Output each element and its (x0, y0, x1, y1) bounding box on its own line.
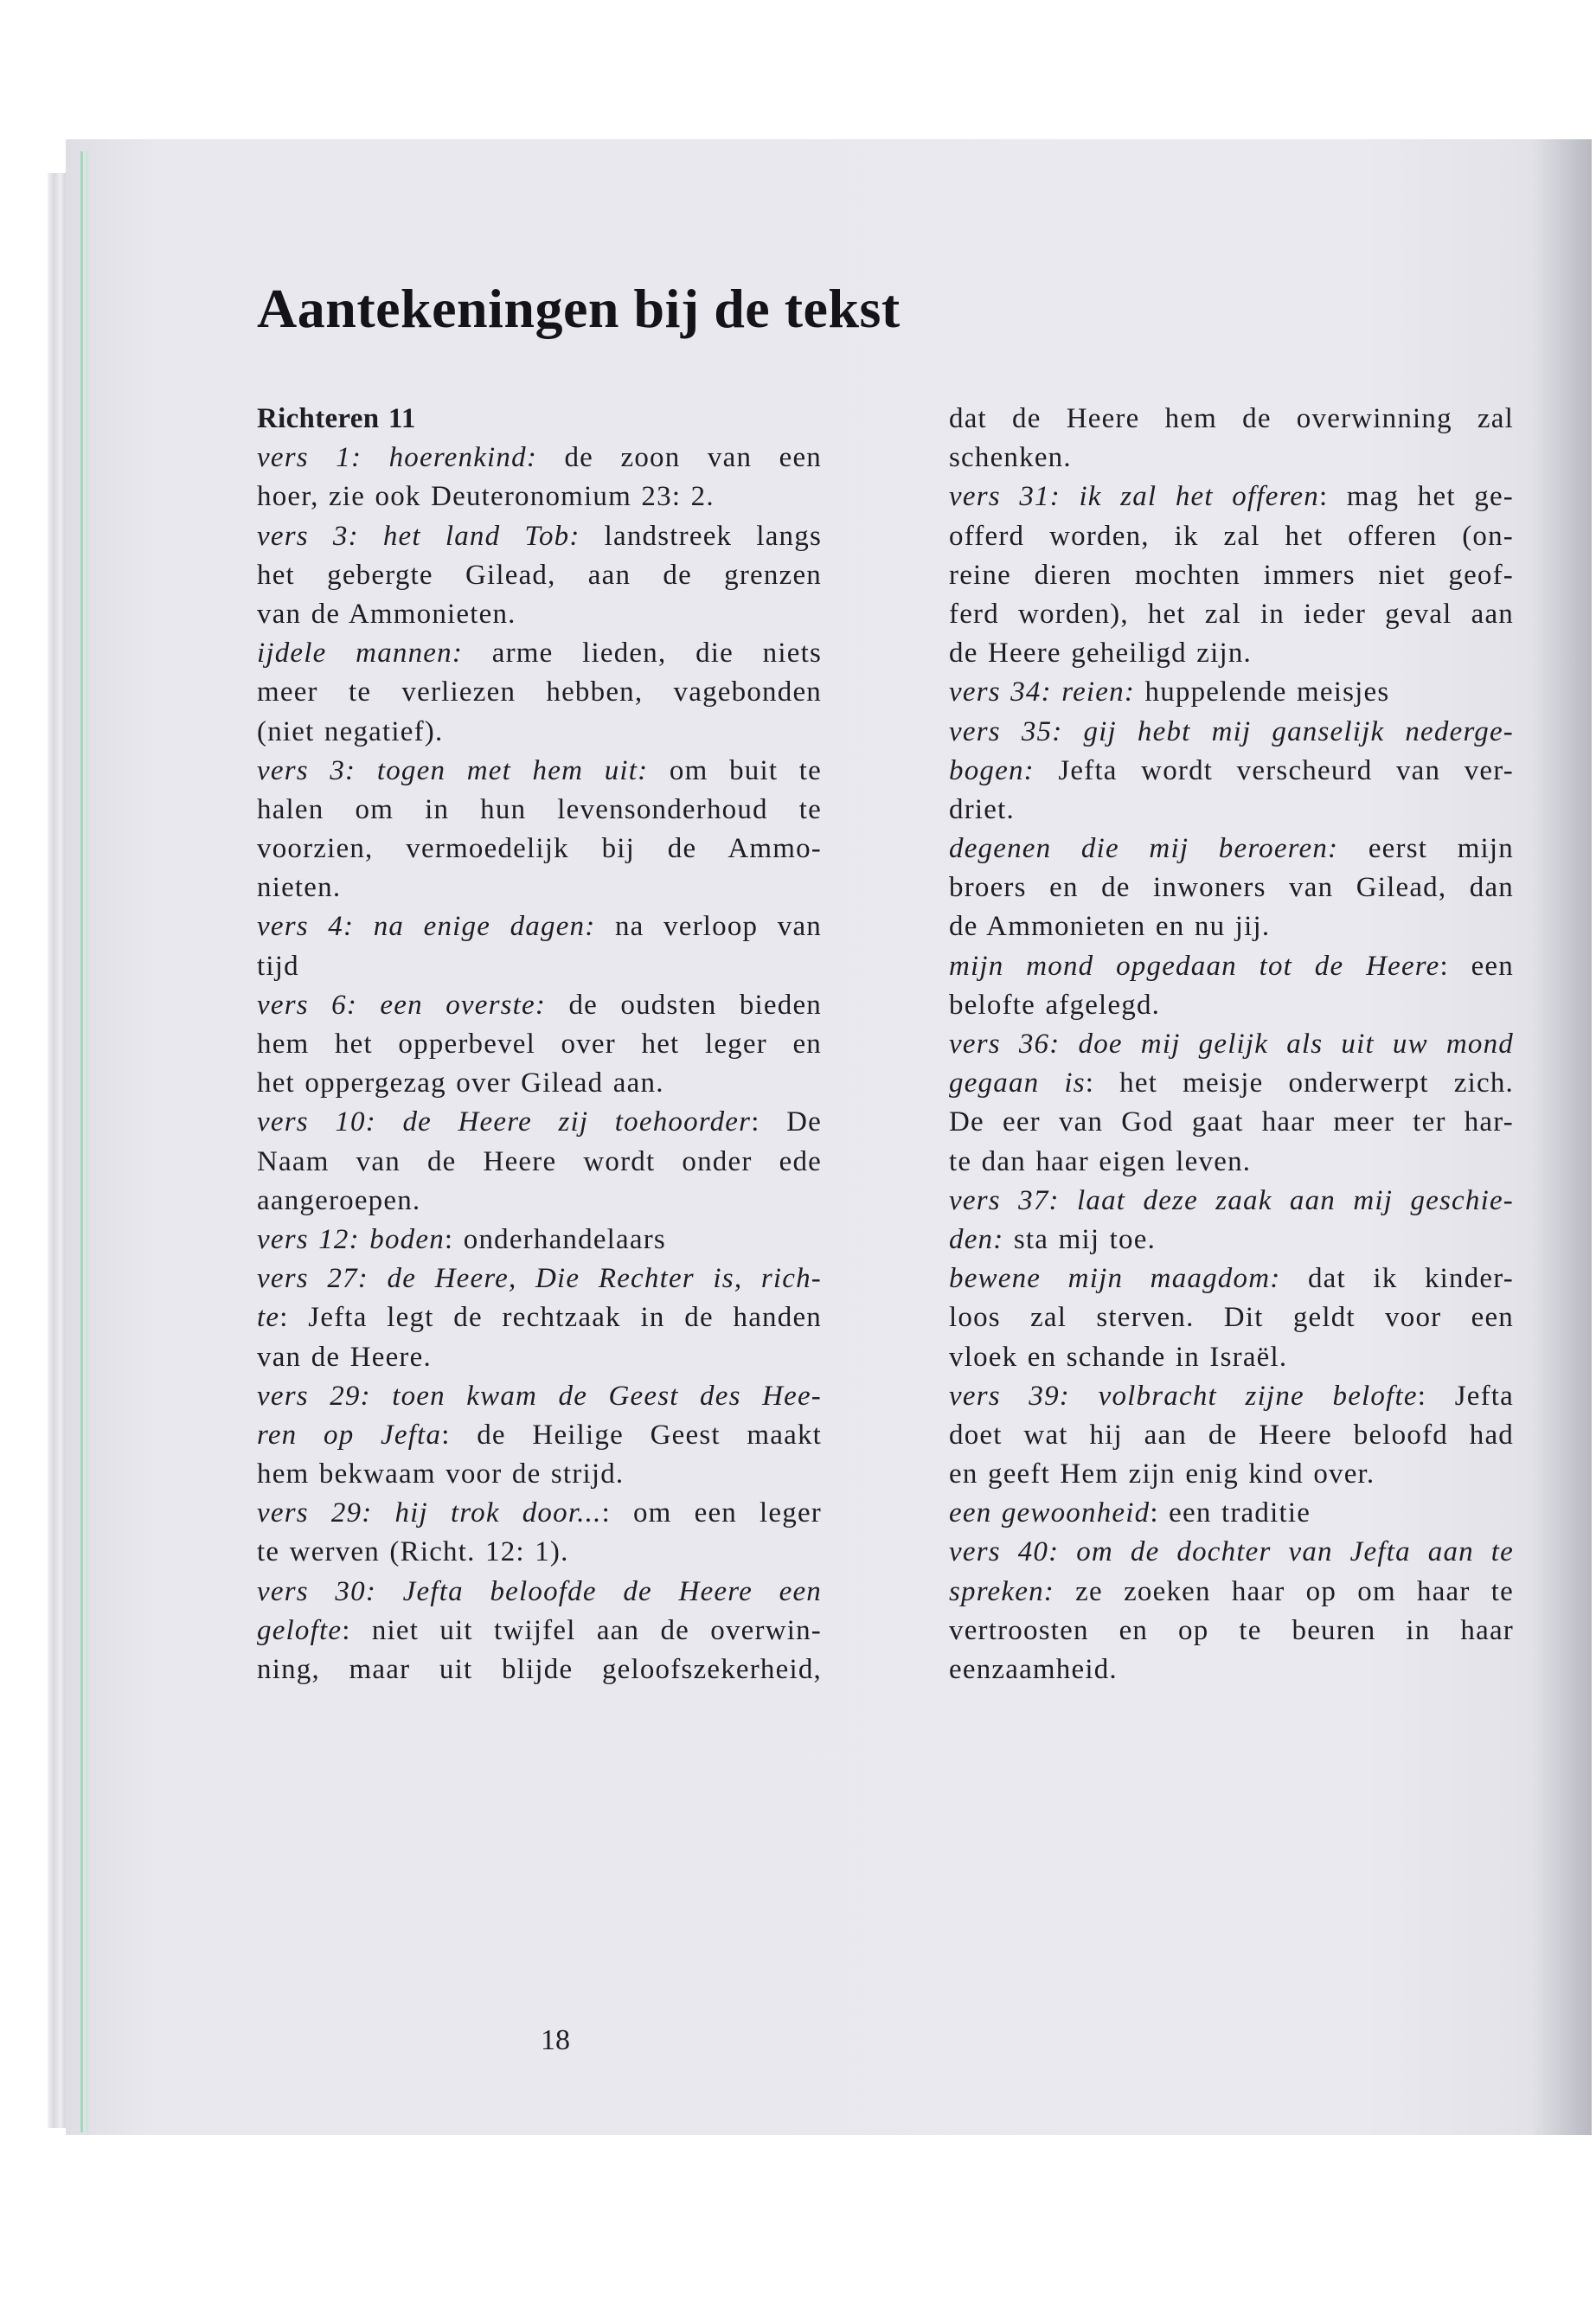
annotation-text: arme lieden, die niets (463, 638, 822, 670)
annotation-text: belofte afgelegd. (949, 989, 1161, 1021)
text-line (257, 986, 822, 1025)
annotation-term: ren op Jefta (257, 1419, 442, 1451)
annotation-text: de oudsten bieden (546, 989, 822, 1021)
annotation-text: de Heere geheiligd zijn. (949, 638, 1252, 670)
text-line (949, 713, 1514, 752)
green-page-edge (86, 151, 88, 2132)
text-line (949, 1025, 1514, 1064)
annotation-text: ning, maar uit blijde geloofszekerheid, (257, 1654, 822, 1685)
annotation-text: van de Heere. (257, 1341, 432, 1373)
text-line (257, 1533, 822, 1572)
text-line (257, 1494, 822, 1533)
annotation-text: voorzien, vermoedelijk bij de Ammo- (257, 833, 822, 865)
annotation-term: vers 10: de Heere zij toehoorder (257, 1106, 752, 1138)
annotation-text: huppelende meisjes (1135, 676, 1390, 708)
annotation-text: : de Heilige Geest maakt (441, 1419, 823, 1451)
annotation-term: vers 1: hoerenkind: (257, 442, 538, 474)
annotation-term: den: (949, 1223, 1004, 1255)
annotation-term: ijdele mannen: (257, 638, 464, 670)
annotation-text: : het meisje onderwerpt zich. (1085, 1067, 1514, 1099)
text-line (257, 1573, 822, 1612)
annotation-term: bogen: (949, 754, 1035, 786)
right-column (949, 400, 1514, 1689)
text-line (257, 1103, 822, 1142)
annotation-text: Jefta wordt verscheurd van ver- (1034, 754, 1514, 786)
annotation-text: te werven (Richt. 12: 1). (257, 1536, 569, 1568)
annotation-text: de zoon van een (537, 442, 823, 474)
text-line (949, 1103, 1514, 1142)
page-number: 18 (541, 2024, 570, 2056)
section-heading: Richteren 11 (257, 403, 416, 434)
text-line (257, 478, 822, 516)
annotation-term: vers 30: Jefta beloofde de Heere een (257, 1575, 822, 1607)
annotation-term: vers 39: volbracht zijne belofte (949, 1380, 1418, 1412)
text-line (949, 1298, 1514, 1337)
annotation-text: De eer van God gaat haar meer ter har- (949, 1106, 1514, 1138)
text-line (257, 1455, 822, 1494)
annotation-text: : een traditie (1150, 1497, 1311, 1529)
annotation-text: de Ammonieten en nu jij. (949, 911, 1271, 943)
annotation-term: degenen die mij beroeren: (949, 833, 1339, 865)
annotation-term: vers 3: het land Tob: (257, 520, 580, 552)
text-line (257, 1298, 822, 1337)
text-line (257, 1182, 822, 1221)
annotation-text: : onderhandelaars (444, 1223, 666, 1255)
text-line (257, 634, 822, 673)
annotation-text: reine dieren mochten immers niet geof- (949, 559, 1514, 591)
annotation-text: het gebergte Gilead, aan de grenzen (257, 559, 822, 591)
text-line (949, 1612, 1514, 1650)
annotation-term: gegaan is (949, 1067, 1086, 1099)
text-line (257, 556, 822, 595)
text-line (949, 1338, 1514, 1377)
text-line (949, 1064, 1514, 1103)
text-line (949, 1377, 1514, 1416)
text-line (257, 1650, 822, 1689)
annotation-text: : om een leger (601, 1497, 822, 1529)
text-line (949, 830, 1514, 868)
annotation-text: vloek en schande in Israël. (949, 1341, 1288, 1373)
annotation-text: broers en de inwoners van Gilead, dan (949, 872, 1514, 904)
text-line (949, 791, 1514, 830)
annotation-term: bewene mijn maagdom: (949, 1263, 1281, 1295)
annotation-text: ze zoeken haar op om haar te (1054, 1575, 1514, 1607)
left-column (257, 400, 822, 1689)
text-line (949, 673, 1514, 712)
text-line (949, 556, 1514, 595)
annotation-term: vers 27: de Heere, Die Rechter is, rich- (257, 1263, 822, 1295)
annotation-text: schenken. (949, 442, 1072, 474)
annotation-text: offerd worden, ik zal het offeren (on- (949, 520, 1514, 552)
text-line (257, 1143, 822, 1182)
text-line (949, 439, 1514, 478)
annotation-term: mijn mond opgedaan tot de Heere (949, 950, 1440, 982)
text-line (257, 1338, 822, 1377)
text-line (257, 1416, 822, 1455)
text-line (949, 1416, 1514, 1455)
text-line (257, 517, 822, 556)
annotation-term: vers 40: om de dochter van Jefta aan te (949, 1536, 1514, 1568)
annotation-text: : Jefta legt de rechtzaak in de handen (279, 1302, 822, 1334)
annotation-text: tijd (257, 950, 299, 982)
annotation-text: en geeft Hem zijn enig kind over. (949, 1458, 1375, 1490)
text-line (257, 1259, 822, 1298)
text-line (257, 1025, 822, 1064)
text-line (257, 752, 822, 791)
text-line (257, 830, 822, 868)
annotation-term: vers 35: gij hebt mij ganselijk nederge- (949, 715, 1514, 747)
annotation-text: hoer, zie ook Deuteronomium 23: 2. (257, 481, 715, 513)
text-line (257, 1377, 822, 1416)
text-line (949, 1494, 1514, 1533)
annotation-text: na verloop van (595, 911, 822, 943)
text-line (257, 907, 822, 946)
annotation-text: sta mij toe. (1003, 1223, 1157, 1255)
annotation-text: hem het opperbevel over het leger en (257, 1029, 822, 1060)
annotation-term: vers 31: ik zal het offeren (949, 481, 1319, 513)
text-line (949, 1533, 1514, 1572)
text-line (949, 1650, 1514, 1689)
text-line (949, 752, 1514, 791)
text-line (257, 595, 822, 634)
page-title: Aantekeningen bij de tekst (257, 278, 901, 339)
annotation-term: gelofte (257, 1614, 343, 1646)
annotation-text: (niet negatief). (257, 715, 444, 747)
annotation-term: vers 36: doe mij gelijk als uit uw mond (949, 1029, 1514, 1060)
text-line (949, 1221, 1514, 1259)
text-line (949, 478, 1514, 516)
annotation-text: nieten. (257, 872, 342, 904)
annotation-term: een gewoonheid (949, 1497, 1151, 1529)
text-line (949, 517, 1514, 556)
text-line (949, 400, 1514, 439)
annotation-text: het oppergezag over Gilead aan. (257, 1067, 664, 1099)
annotation-text: van de Ammonieten. (257, 598, 516, 630)
text-line (257, 1612, 822, 1650)
text-line (257, 1221, 822, 1259)
annotation-term: vers 12: boden (257, 1223, 445, 1255)
annotation-term: spreken: (949, 1575, 1054, 1607)
annotation-text: Naam van de Heere wordt onder ede (257, 1145, 822, 1177)
text-line (257, 673, 822, 712)
annotation-term: te (257, 1302, 280, 1334)
annotation-text: halen om in hun levensonderhoud te (257, 793, 822, 825)
annotation-text: hem bekwaam voor de strijd. (257, 1458, 625, 1490)
annotation-term: vers 34: reien: (949, 676, 1136, 708)
text-line (257, 439, 822, 478)
annotation-term: vers 37: laat deze zaak aan mij geschie- (949, 1184, 1514, 1216)
text-line (949, 1573, 1514, 1612)
green-page-edge (80, 151, 83, 2132)
annotation-text: ferd worden), het zal in ieder geval aan (949, 598, 1514, 630)
text-line (949, 947, 1514, 986)
annotation-text: landstreek langs (580, 520, 823, 552)
page-stack-edge (48, 173, 67, 2128)
text-line (257, 713, 822, 752)
text-line (949, 868, 1514, 907)
annotation-text: te dan haar eigen leven. (949, 1145, 1252, 1177)
annotation-text: om buit te (648, 754, 823, 786)
text-line (257, 1064, 822, 1103)
annotation-text: dat ik kinder- (1280, 1263, 1514, 1295)
text-line (949, 1455, 1514, 1494)
annotation-term: vers 29: toen kwam de Geest des Hee- (257, 1380, 822, 1412)
annotation-text: loos zal sterven. Dit geldt voor een (949, 1302, 1514, 1334)
text-line (949, 634, 1514, 673)
annotation-text: dat de Heere hem de overwinning zal (949, 403, 1514, 434)
annotation-text: meer te verliezen hebben, vagebonden (257, 676, 822, 708)
annotation-term: vers 6: een overste: (257, 989, 547, 1021)
annotation-text: eerst mijn (1338, 833, 1514, 865)
annotation-text: : een (1439, 950, 1514, 982)
text-line (949, 1182, 1514, 1221)
annotation-text: vertroosten en op te beuren in haar (949, 1614, 1514, 1646)
text-line (257, 791, 822, 830)
text-line (949, 595, 1514, 634)
annotation-text: : mag het ge- (1318, 481, 1514, 513)
annotation-text: aangeroepen. (257, 1184, 421, 1216)
annotation-text: : De (751, 1106, 822, 1138)
annotation-text: eenzaamheid. (949, 1654, 1118, 1685)
annotation-text: driet. (949, 793, 1015, 825)
text-line (949, 986, 1514, 1025)
annotation-text: doet wat hij aan de Heere beloofd had (949, 1419, 1514, 1451)
text-line (257, 947, 822, 986)
text-line (949, 1143, 1514, 1182)
text-line (257, 868, 822, 907)
text-line (949, 907, 1514, 946)
annotation-text: : Jefta (1417, 1380, 1514, 1412)
text-line (949, 1259, 1514, 1298)
annotation-term: vers 29: hij trok door... (257, 1497, 602, 1529)
annotation-term: vers 4: na enige dagen: (257, 911, 596, 943)
annotation-term: vers 3: togen met hem uit: (257, 754, 649, 786)
annotation-text: : niet uit twijfel aan de overwin- (342, 1614, 822, 1646)
